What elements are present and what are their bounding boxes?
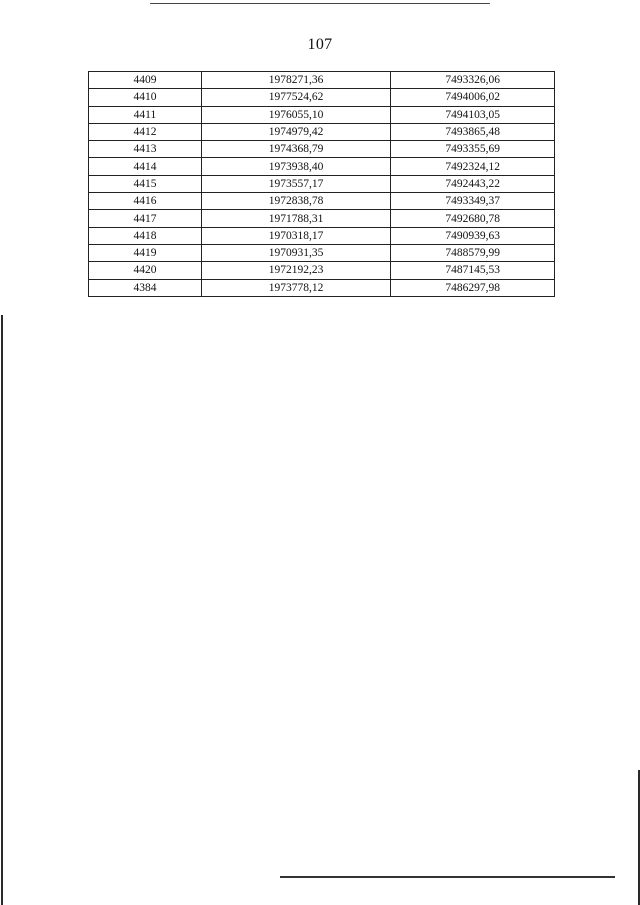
y-coordinate-cell: 7490939,63 — [391, 227, 555, 244]
point-number-cell: 4417 — [89, 210, 202, 227]
scan-artifact-left-edge — [1, 315, 3, 905]
coordinates-table — [88, 71, 555, 297]
x-coordinate-cell: 1971788,31 — [201, 210, 390, 227]
y-coordinate-cell: 7493349,37 — [391, 193, 555, 210]
point-number-cell: 4412 — [89, 123, 202, 140]
x-coordinate-cell: 1976055,10 — [201, 106, 390, 123]
scan-artifact-bottom-line — [280, 876, 615, 878]
table-row — [89, 279, 555, 296]
y-coordinate-cell: 7492680,78 — [391, 210, 555, 227]
point-number-cell: 4415 — [89, 175, 202, 192]
point-number-cell: 4410 — [89, 89, 202, 106]
table-row — [89, 141, 555, 158]
point-number-cell: 4411 — [89, 106, 202, 123]
y-coordinate-cell: 7487145,53 — [391, 262, 555, 279]
page-number: 107 — [307, 36, 333, 53]
point-number-cell: 4416 — [89, 193, 202, 210]
table-row — [89, 158, 555, 175]
table-row — [89, 106, 555, 123]
point-number-cell: 4409 — [89, 72, 202, 89]
x-coordinate-cell: 1973557,17 — [201, 175, 390, 192]
y-coordinate-cell: 7492324,12 — [391, 158, 555, 175]
y-coordinate-cell: 7493355,69 — [391, 141, 555, 158]
y-coordinate-cell: 7494006,02 — [391, 89, 555, 106]
x-coordinate-cell: 1977524,62 — [201, 89, 390, 106]
x-coordinate-cell: 1970931,35 — [201, 244, 390, 261]
coordinates-table-body — [89, 72, 555, 297]
y-coordinate-cell: 7494103,05 — [391, 106, 555, 123]
table-row — [89, 244, 555, 261]
y-coordinate-cell: 7493326,06 — [391, 72, 555, 89]
point-number-cell: 4419 — [89, 244, 202, 261]
x-coordinate-cell: 1973778,12 — [201, 279, 390, 296]
table-row — [89, 227, 555, 244]
x-coordinate-cell: 1974368,79 — [201, 141, 390, 158]
y-coordinate-cell: 7493865,48 — [391, 123, 555, 140]
point-number-cell: 4418 — [89, 227, 202, 244]
x-coordinate-cell: 1972838,78 — [201, 193, 390, 210]
table-row — [89, 262, 555, 279]
point-number-cell: 4384 — [89, 279, 202, 296]
table-row — [89, 89, 555, 106]
y-coordinate-cell: 7488579,99 — [391, 244, 555, 261]
point-number-cell: 4420 — [89, 262, 202, 279]
table-row — [89, 72, 555, 89]
x-coordinate-cell: 1974979,42 — [201, 123, 390, 140]
table-row — [89, 193, 555, 210]
point-number-cell: 4413 — [89, 141, 202, 158]
x-coordinate-cell: 1972192,23 — [201, 262, 390, 279]
y-coordinate-cell: 7492443,22 — [391, 175, 555, 192]
scan-artifact-top-line — [150, 3, 490, 4]
x-coordinate-cell: 1970318,17 — [201, 227, 390, 244]
x-coordinate-cell: 1978271,36 — [201, 72, 390, 89]
y-coordinate-cell: 7486297,98 — [391, 279, 555, 296]
x-coordinate-cell: 1973938,40 — [201, 158, 390, 175]
point-number-cell: 4414 — [89, 158, 202, 175]
table-row — [89, 175, 555, 192]
table-row — [89, 123, 555, 140]
table-row — [89, 210, 555, 227]
